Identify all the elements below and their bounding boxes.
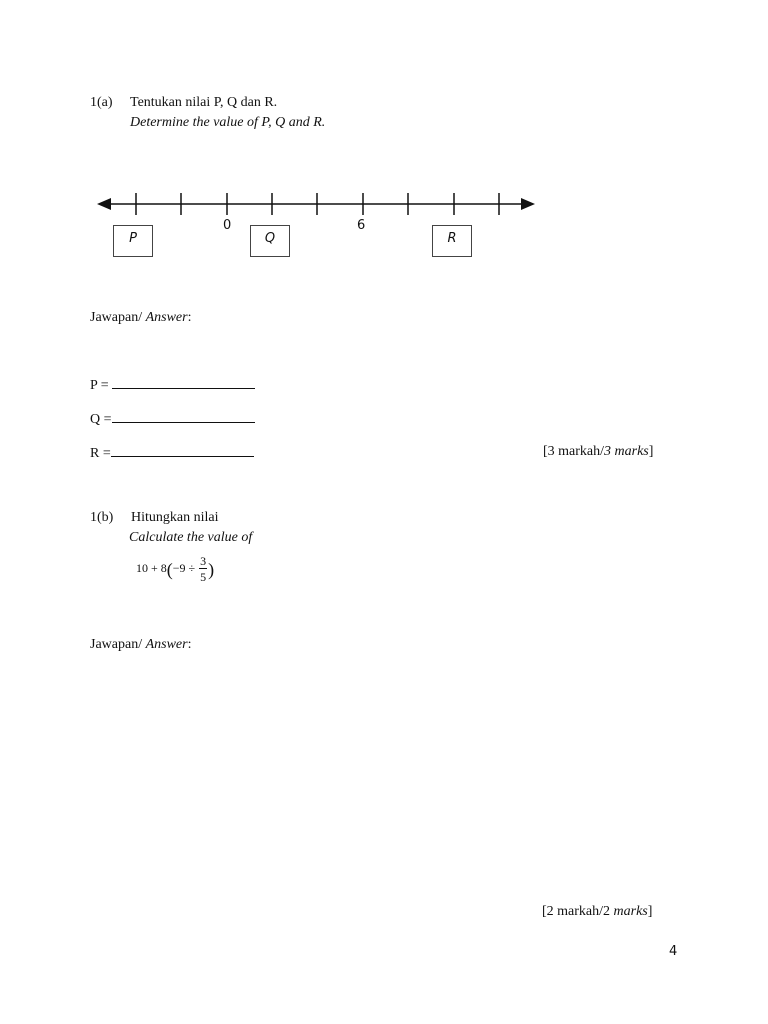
marks-1b	[542, 904, 652, 920]
question-1b-instruction-ms: Hitungkan nilai	[131, 510, 219, 525]
open-paren: (	[166, 559, 173, 580]
r-answer-row	[90, 444, 254, 462]
p-label: P =	[90, 378, 113, 393]
number-line	[95, 188, 540, 222]
p-answer-blank[interactable]	[112, 376, 255, 389]
box-r: R	[432, 225, 472, 257]
r-label: R =	[90, 446, 111, 461]
marks-1b-close: ]	[647, 904, 653, 919]
r-answer-blank[interactable]	[111, 444, 254, 457]
number-line-label-six: 6	[357, 218, 366, 233]
answer-label-ms: Jawapan/	[90, 310, 146, 325]
question-1a-instruction-ms: Tentukan nilai P, Q dan R.	[130, 95, 278, 110]
fraction-denominator: 5	[200, 570, 207, 585]
fraction-numerator: 3	[200, 554, 207, 569]
expression-prefix: 10 + 8	[136, 561, 167, 575]
number-line-label-zero: 0	[223, 218, 232, 233]
page-number: 4	[669, 944, 678, 959]
marks-1a-italic: 3 marks	[604, 444, 649, 459]
q-answer-row	[90, 410, 255, 428]
marks-1a-open: [3 markah/	[543, 444, 605, 459]
question-1b-instruction-en: Calculate the value of	[129, 530, 253, 545]
answer-label-ms: Jawapan/	[90, 637, 146, 652]
question-1b-number: 1(b)	[90, 510, 114, 525]
answer-label-colon: :	[187, 310, 192, 325]
q-label: Q =	[90, 412, 112, 427]
left-arrowhead-icon	[97, 198, 111, 210]
box-p: P	[113, 225, 153, 257]
marks-1b-italic: marks	[613, 904, 648, 919]
question-1a-number: 1(a)	[90, 95, 113, 110]
question-1a-instruction-en: Determine the value of P, Q and R.	[130, 115, 326, 130]
box-q: Q	[250, 225, 290, 257]
p-answer-row	[90, 376, 255, 394]
q-answer-blank[interactable]	[112, 410, 255, 423]
marks-1a-close: ]	[648, 444, 654, 459]
math-expression	[136, 551, 214, 586]
right-arrowhead-icon	[521, 198, 535, 210]
answer-label-1a	[90, 310, 191, 326]
marks-1a	[543, 444, 653, 460]
answer-label-1b	[90, 637, 191, 653]
fraction	[199, 555, 207, 583]
answer-label-en: Answer	[145, 637, 188, 652]
answer-label-colon: :	[187, 637, 192, 652]
marks-1b-open: [2 markah/2	[542, 904, 614, 919]
answer-label-en: Answer	[145, 310, 188, 325]
close-paren: )	[208, 559, 215, 580]
expression-inner: −9 ÷	[172, 561, 199, 575]
